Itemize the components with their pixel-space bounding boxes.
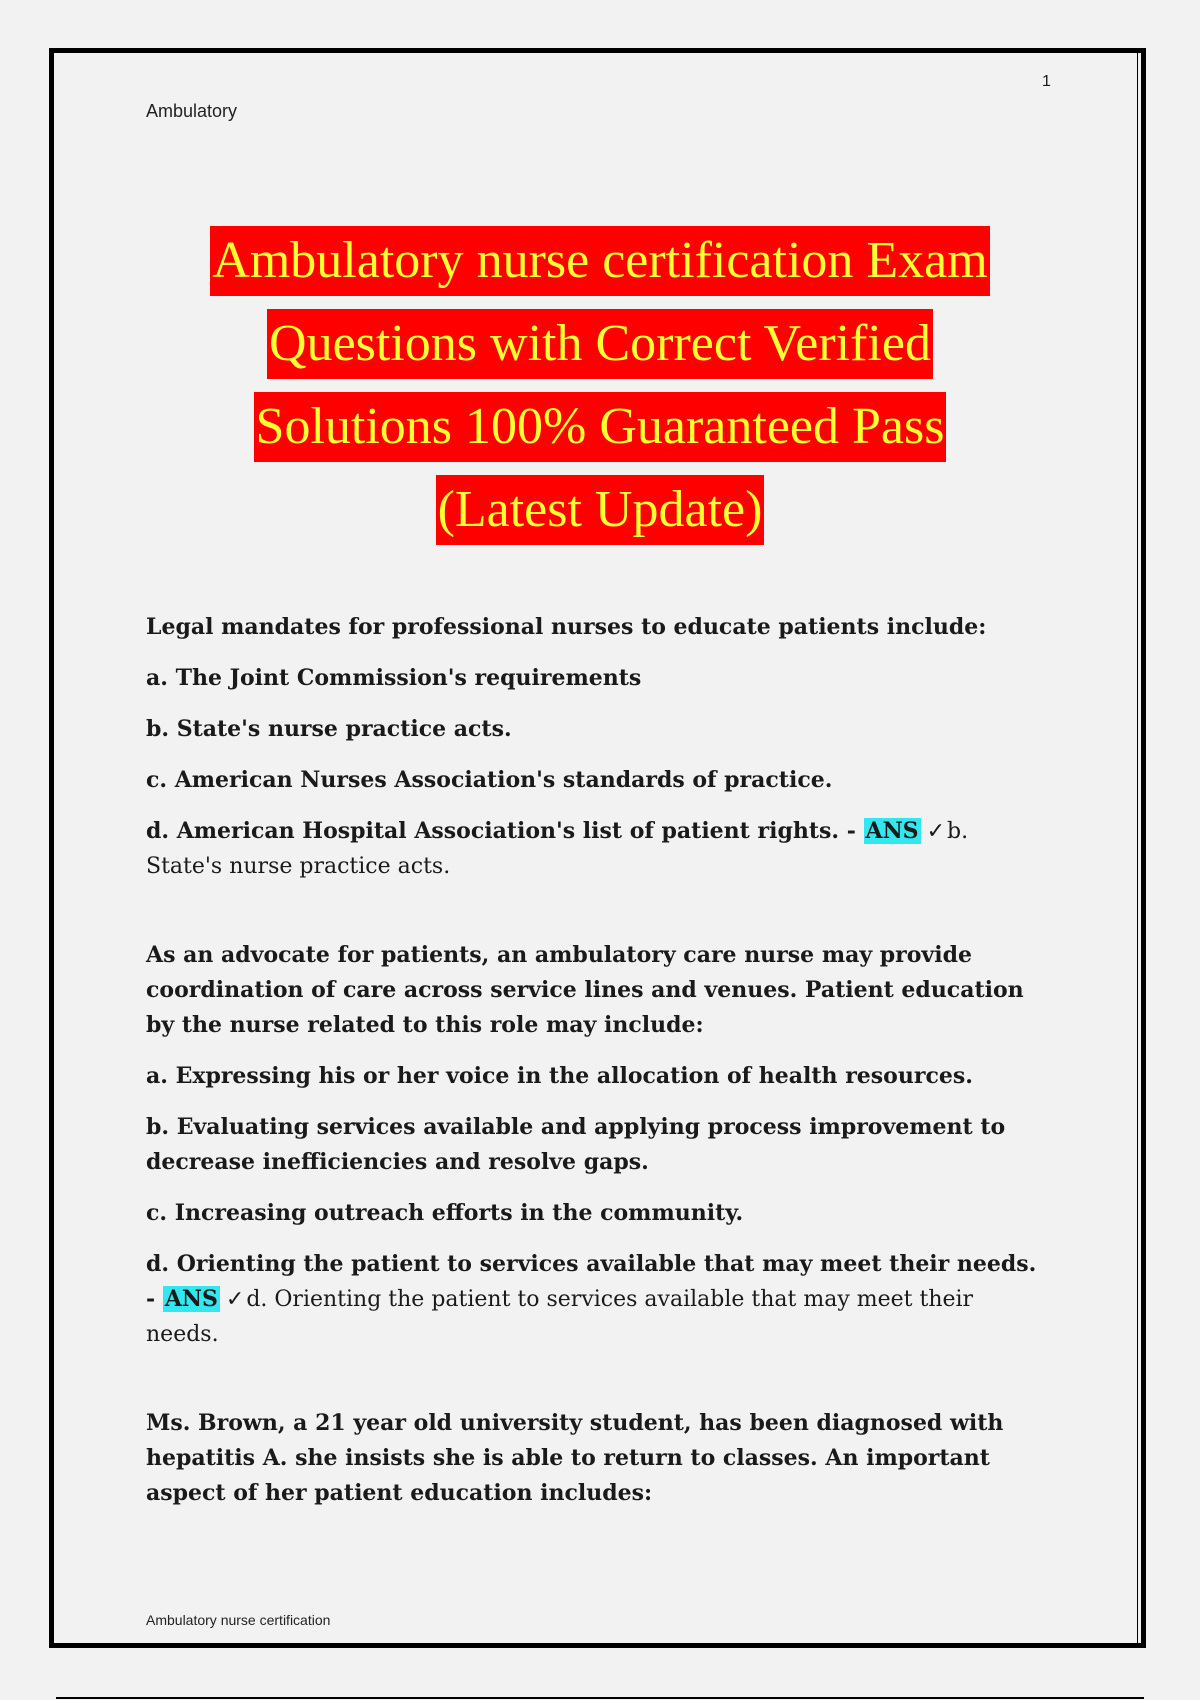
option-a: a. Expressing his or her voice in the allocation of health resources.	[146, 1063, 973, 1089]
page-number: 1	[1042, 73, 1051, 90]
question-1	[146, 610, 1046, 884]
check-icon: ✓	[225, 1287, 245, 1312]
questions-section	[146, 610, 1046, 1565]
ans-label: ANS	[865, 818, 919, 844]
option-b: b. State's nurse practice acts.	[146, 716, 512, 742]
option-c: c. American Nurses Association's standards of practice.	[146, 767, 833, 793]
option-d-with-answer	[146, 814, 1046, 884]
option-b: b. Evaluating services available and applying process improvement to decrease inefficiencies and resolve gaps.	[146, 1114, 1006, 1175]
option-c: c. Increasing outreach efforts in the community.	[146, 1200, 744, 1226]
answer-text: d. Orienting the patient to services available that may meet their needs.	[146, 1287, 974, 1347]
question-3	[146, 1406, 1046, 1511]
option-d-with-answer	[146, 1247, 1046, 1352]
question-2	[146, 938, 1046, 1352]
bottom-divider	[56, 1697, 1144, 1699]
ans-label: ANS	[164, 1286, 218, 1312]
option-d: d. Orienting the patient to services available that may meet their needs. -	[146, 1251, 1037, 1312]
question-stem: As an advocate for patients, an ambulatory care nurse may provide coordination of care across service lines and venues. Patient education by the nurse related to this role may include:	[146, 942, 1024, 1038]
question-stem: Ms. Brown, a 21 year old university student, has been diagnosed with hepatitis A. she insists she is able to return to classes. An important aspect of her patient education includes:	[146, 1410, 1004, 1506]
title-line: Solutions 100% Guaranteed Pass	[254, 392, 947, 462]
check-icon: ✓	[926, 819, 946, 844]
document-title	[130, 226, 1070, 558]
option-a: a. The Joint Commission's requirements	[146, 665, 642, 691]
title-line: Ambulatory nurse certification Exam	[210, 226, 989, 296]
option-d: d. American Hospital Association's list of patient rights. -	[146, 818, 856, 844]
question-stem: Legal mandates for professional nurses to educate patients include:	[146, 614, 987, 640]
title-line: (Latest Update)	[436, 475, 765, 545]
page-header: Ambulatory	[146, 101, 238, 121]
title-line: Questions with Correct Verified	[267, 309, 933, 379]
answer-text: b. State's nurse practice acts.	[146, 819, 969, 879]
page-footer: Ambulatory nurse certification	[146, 1612, 331, 1628]
